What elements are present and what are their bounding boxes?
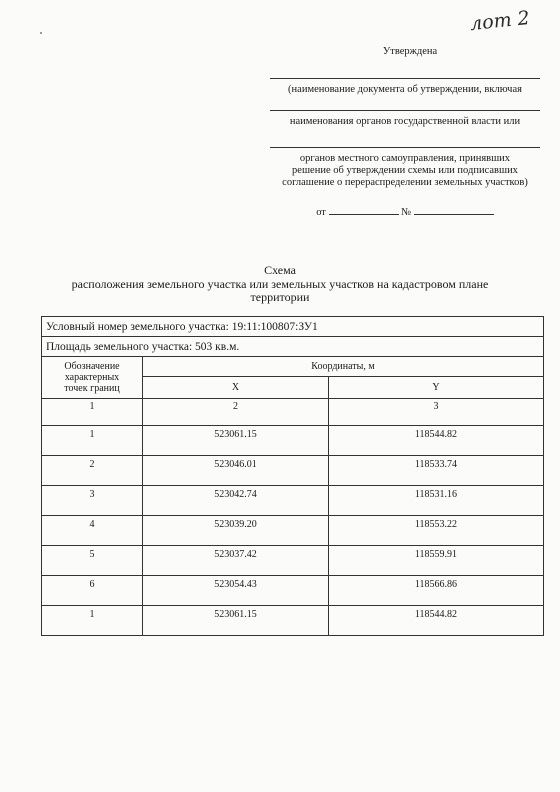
point-cell: 2 (42, 456, 143, 486)
approval-blank-line-3 (270, 146, 540, 148)
approval-note-3-line: органов местного самоуправления, принявших (299, 153, 511, 164)
parcel-number-row (42, 317, 544, 337)
point-cell: 6 (42, 576, 143, 606)
approval-note-1: (наименование документа об утверждении, включая (288, 84, 522, 95)
table-row (42, 606, 544, 636)
x-cell: 523046.01 (143, 456, 329, 486)
table-row (42, 516, 544, 546)
x-header: X (143, 377, 329, 399)
from-label: от (316, 207, 326, 218)
table-row (42, 576, 544, 606)
date-blank (329, 205, 399, 215)
y-cell: 118544.82 (329, 426, 544, 456)
x-cell: 523042.74 (143, 486, 329, 516)
y-cell: 118531.16 (329, 486, 544, 516)
approval-note-3-line: решение об утверждении схемы или подписавших (292, 165, 518, 176)
scan-speck (40, 32, 42, 34)
approval-blank-line-2 (270, 109, 540, 111)
column-number: 1 (42, 399, 143, 426)
scheme-subtitle-line: расположения земельного участка или земельных участков на кадастровом плане (71, 276, 489, 291)
points-header-line: точек границ (64, 383, 120, 394)
coordinates-table (41, 316, 544, 636)
x-cell: 523037.42 (143, 546, 329, 576)
y-cell: 118566.86 (329, 576, 544, 606)
points-header (42, 357, 143, 399)
approval-title: Утверждена (382, 46, 438, 57)
x-cell: 523061.15 (143, 426, 329, 456)
point-cell: 5 (42, 546, 143, 576)
number-label: № (401, 207, 412, 218)
parcel-number: Условный номер земельного участка: 19:11:100807:ЗУ1 (42, 317, 544, 337)
table-row (42, 426, 544, 456)
scheme-title: Схема (264, 263, 296, 277)
point-cell: 1 (42, 426, 143, 456)
approval-blank-line-1 (270, 77, 540, 79)
x-cell: 523054.43 (143, 576, 329, 606)
y-cell: 118544.82 (329, 606, 544, 636)
point-cell: 3 (42, 486, 143, 516)
number-blank (414, 205, 494, 215)
points-header-line: Обозначение характерных (64, 361, 120, 383)
handwritten-lot-label: лот 2 (469, 6, 531, 36)
table-row (42, 456, 544, 486)
y-cell: 118533.74 (329, 456, 544, 486)
x-cell: 523039.20 (143, 516, 329, 546)
approval-note-3 (270, 153, 540, 189)
scheme-heading (60, 264, 500, 305)
approval-date-line (270, 205, 540, 218)
x-cell: 523061.15 (143, 606, 329, 636)
y-header: Y (329, 377, 544, 399)
parcel-area: Площадь земельного участка: 503 кв.м. (42, 337, 544, 357)
column-number: 3 (329, 399, 544, 426)
table-row (42, 546, 544, 576)
point-cell: 4 (42, 516, 143, 546)
y-cell: 118559.91 (329, 546, 544, 576)
y-cell: 118553.22 (329, 516, 544, 546)
coords-header: Координаты, м (143, 357, 544, 377)
column-number-row (42, 399, 544, 426)
approval-note-3-line: соглашение о перераспределении земельных участков) (282, 177, 528, 188)
approval-note-2: наименования органов государственной власти или (289, 116, 521, 127)
area-row (42, 337, 544, 357)
column-number: 2 (143, 399, 329, 426)
table-row (42, 486, 544, 516)
approval-block (270, 46, 540, 218)
point-cell: 1 (42, 606, 143, 636)
scheme-subtitle-line: территории (250, 290, 310, 304)
